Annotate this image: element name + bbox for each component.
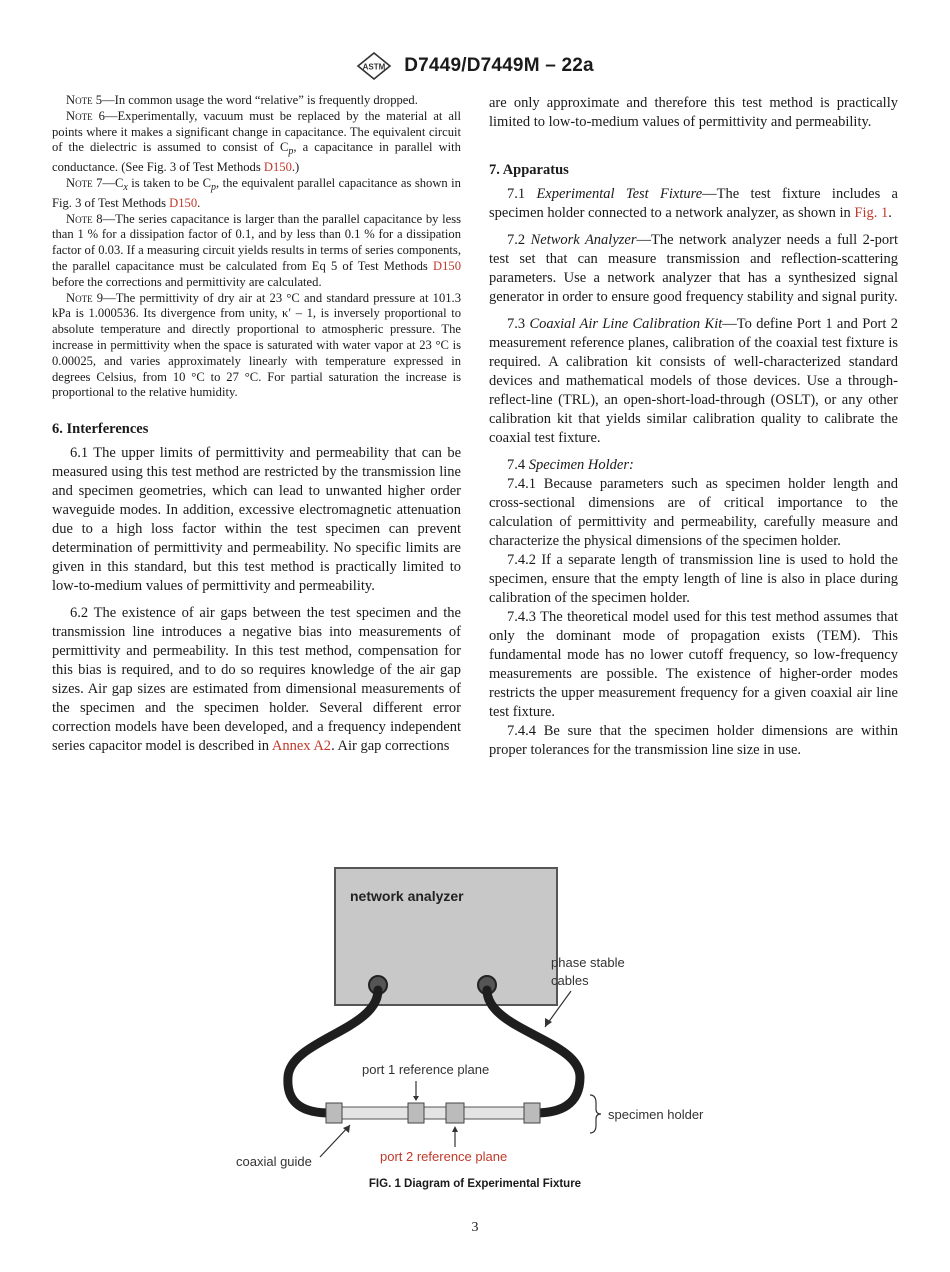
page-header [0, 52, 950, 80]
network-analyzer-label: network analyzer [350, 888, 464, 904]
astm-logo-icon [356, 52, 392, 80]
paragraph-7-3: 7.3 Coaxial Air Line Calibration Kit—To define Port 1 and Port 2 measurement reference planes, calibration of the coaxial test fixture is required. A calibration kit consists of well-characterized standard devices and mathematical models of those devices. Use a through-reflect-line (TRL), an open-short-load-through (OSLT), or any other calibration kit that yields similar calibration quality to calibrate the coaxial test fixture. [489, 316, 898, 446]
note-8: Note 8—The series capacitance is larger than the parallel capacitance by less than 1 % for a dissipation factor of 0.1, and by less than 0.1 % for a dissipation factor of 0.03. If a measuring circuit yields results in terms of series components, the parallel capacitance must be calculated from Eq 5 of Test Methods D150 before the corrections and permittivity are calculated. [52, 211, 461, 289]
section-7-heading: 7. Apparatus [489, 162, 569, 178]
paragraph-6-2: 6.2 The existence of air gaps between the test specimen and the transmission line introduces a negative bias into measurements of permittivity and permeability. In this test method, compensation for this bias is required, and to do so requires knowledge of the air gap sizes. Air gap sizes are estimated from dimensional measurements of the specimen and the specimen holder. Several different error correction models have been developed, and a frequency independent series capacitor model is described in Annex A2. Air gap corrections [52, 605, 461, 755]
paragraph-6-2-continued: are only approximate and therefore this test method is practically limited to low-to-medium values of permittivity and permeability. [489, 95, 898, 130]
port-2-arrow-head [452, 1126, 458, 1132]
paragraph-7-4: 7.4 Specimen Holder: [507, 457, 634, 473]
cables-label-line1: phase stable [551, 955, 625, 970]
figure-1-diagram [230, 855, 730, 1175]
port-2-label: port 2 reference plane [380, 1149, 508, 1164]
paragraph-7-4-4: 7.4.4 Be sure that the specimen holder dimensions are within proper tolerances for the transmission line size in use. [489, 723, 898, 758]
note-9: Note 9—The permittivity of dry air at 23 °C and standard pressure at 101.3 kPa is 1.000536. Its divergence from unity, κ′ – 1, is inversely proportional to absolute temperature and directly proportional to atmospheric pressure. The increase in permittivity when the space is saturated with water vapor at 23 °C is 0.00025, and varies approximately linearly with temperature expressed in degrees Celsius, from 10 °C to 27 °C. For partial saturation the increase is proportional to the relative humidity. [52, 290, 461, 400]
specimen-holder-brace [590, 1095, 601, 1133]
specimen-holder-connector [446, 1103, 464, 1123]
coaxial-guide-left-connector [326, 1103, 342, 1123]
note-5: Note 5—In common usage the word “relative” is frequently dropped. [66, 93, 418, 107]
svg-text:ASTM: ASTM [362, 62, 386, 72]
d150-link[interactable]: D150 [433, 258, 461, 273]
coaxial-line [328, 1107, 538, 1119]
paragraph-7-4-3: 7.4.3 The theoretical model used for this test method assumes that only the dominant mode of propagation exists (TEM). This fundamental mode has no lower cutoff frequency, so low-frequency measurements are possible. The existence of higher-order modes restricts the upper measurement frequency for a given coaxial air line test fixture. [489, 609, 898, 720]
paragraph-7-2: 7.2 Network Analyzer—The network analyzer needs a full 2-port test set that can measure transmission and reflection-scattering parameters. Use a network analyzer that has a synthesized signal generator in order to ensure good frequency stability and signal purity. [489, 232, 899, 305]
figure-caption: FIG. 1 Diagram of Experimental Fixture [368, 1178, 582, 1190]
annex-a2-link[interactable]: Annex A2 [271, 738, 332, 755]
right-column-flow [489, 162, 898, 760]
cables-label-line2: cables [551, 973, 589, 988]
paragraph-7-4-2: 7.4.2 If a separate length of transmission line is used to hold the specimen, ensure that the empty length of line is also in place during calibration of the specimen holder. [489, 552, 898, 606]
left-cable [288, 990, 378, 1113]
paragraph-7-1: 7.1 Experimental Test Fixture—The test fixture includes a specimen holder connected to a network analyzer, as shown in Fig. 1. [489, 186, 898, 221]
note-6: Note 6—Experimentally, vacuum must be replaced by the material at all points where it makes a significant change in capacitance. The equivalent circuit of the dielectric is assumed to consist of $C_p$, a capacitance in parallel with conductance. (See Fig. 3 of Test Methods D150.) [52, 108, 461, 175]
section-6-heading: 6. Interferences [52, 421, 149, 438]
port-1-label: port 1 reference plane [362, 1062, 490, 1077]
port-1-plane-connector [408, 1103, 424, 1123]
specimen-holder-label: specimen holder [608, 1107, 704, 1122]
paragraph-6-1: 6.1 The upper limits of permittivity and permeability that can be measured using this test method are restricted by the transmission line and specimen geometries, which can lead to unwanted higher order waveguide modes. In addition, excessive electromagnetic attenuation due to a high loss factor within the test specimen can prevent determination of permittivity and permeability. No specific limits are given in this standard, but this test method is practically limited to low-to-medium values of permittivity and permeability. [52, 445, 461, 595]
port-1-arrow-head [413, 1096, 419, 1101]
coaxial-guide-right-connector [524, 1103, 540, 1123]
fig-1-link[interactable]: Fig. 1 [854, 205, 889, 221]
page-number: 3 [471, 1220, 479, 1235]
document-code: D7449/D7449M – 22a [404, 55, 594, 76]
coaxial-guide-label: coaxial guide [236, 1154, 312, 1169]
right-cable [487, 990, 580, 1113]
note-7: Note $7—C_x$ is taken to be $C_p$, the equivalent parallel capacitance as shown in Fig. 3 of Test Methods D150. [52, 175, 461, 210]
d150-link[interactable]: D150 [263, 160, 292, 175]
left-column [52, 93, 461, 756]
d150-link[interactable]: D150 [169, 195, 198, 210]
paragraph-7-4-1: 7.4.1 Because parameters such as specimen holder length and cross-sectional dimensions are of critical importance to the calculation of permittivity and permeability, carefully measure and characterize the physical dimensions of the specimen holder. [489, 476, 898, 549]
